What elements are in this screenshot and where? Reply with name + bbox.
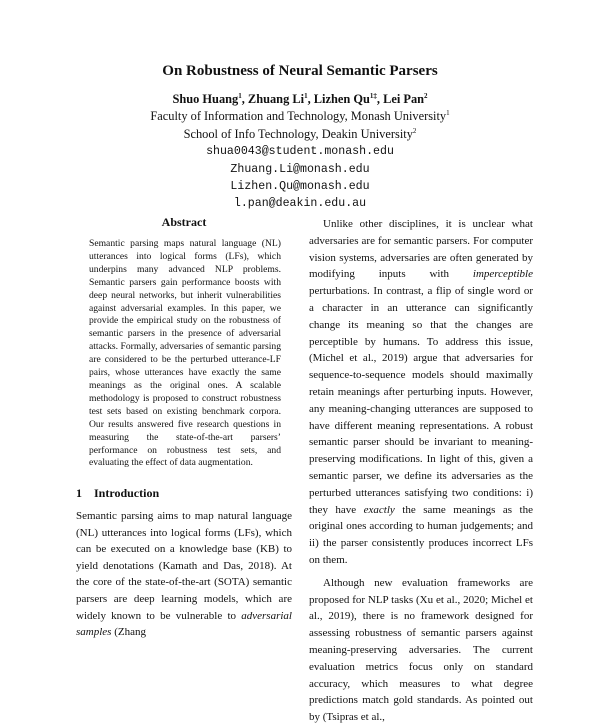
author-2: , Zhuang Li xyxy=(241,92,305,106)
author-names: Shuo Huang$^1$, Zhuang Li$^1$, Lizhen $Qu^{1\ddagger}$, Lei Pan$^2$ xyxy=(172,91,428,106)
paper-title: On Robustness of Neural Semantic Parsers xyxy=(162,63,438,79)
email-1: shua0043@student.monash.edu xyxy=(206,145,394,159)
author-4: , Lei Pan xyxy=(376,92,425,106)
right-column-text xyxy=(309,216,533,726)
affiliation-2: School of Info Technology, Deakin University$^2$ xyxy=(183,126,417,141)
author-block xyxy=(0,91,600,213)
email-3: Lizhen.Qu@monash.edu xyxy=(230,180,370,194)
affiliation-1: Faculty of Information and Technology, Monash University$^1$ xyxy=(150,109,450,124)
section-heading-introduction: 1 Introduction xyxy=(76,486,160,500)
abstract-text: Semantic parsing maps natural language (NL) utterances into logical forms (LFs), which underpins many advanced NLP problems. Semantic parsers gain performance boosts with deep neural networks, but inherit vulnerabilities against adversarial examples. In this paper, we provide the empirical study on the robustness of semantic parsers in the presence of adversarial attacks. Formally, adversaries of semantic parsing are considered to be the perturbed utterance-LF pairs, whose utterances have exactly the same meanings as the original ones. A scalable methodology is proposed to construct robustness test sets based on existing benchmark corpora. Our results answered five research questions in measuring the state-of-the-art parsers’ performance on robustness test sets, and evaluating the effect of data augmentation. xyxy=(89,238,281,469)
introduction-text: Semantic parsing aims to map natural language (NL) utterances into logical forms (LFs), which can be executed on a knowledge base (KB) to yield denotations (Kamath and Das, 2018). At the core of the state-of-the-art (SOTA) semantic parsers are deep learning models, which are widely known to be vulnerable to adversarial samples (Zhang xyxy=(76,510,292,639)
paragraph-evaluation: Although new evaluation frameworks are proposed for NLP tasks (Xu et al., 2020; Michel et al., 2019), there is no framework designed for assessing robustness of semantic parsers against meaning-preserving adversaries. The current evaluation metrics focus only on standard accuracy, which measures to what degree predictions match gold standards. As pointed out by (Tsipras et al., xyxy=(309,576,533,724)
abstract-heading: Abstract xyxy=(161,215,207,229)
email-4: l.pan@deakin.edu.au xyxy=(233,197,367,211)
paragraph-adversaries: Unlike other disciplines, it is unclear what adversaries are for semantic parsers. For computer vision systems, adversaries are often generated by modifying inputs with imperceptible perturbations. In contrast, a flip of single word or a character in an utterance can significantly change its meaning so that the changes are perceptible by humans. To address this issue, (Michel et al., 2019) argue that adversaries for sequence-to-sequence models should maximally retain meanings after perturbing inputs. However, any meaning-changing utterances are supposed to have different meaning representations. A robust semantic parser should be invariant to meaning-preserving modifications. In light of this, given a semantic parser, we define its adversaries as the perturbed utterances satisfying two conditions: i) they have exactly the same meanings as the original ones according to human judgements; and ii) the parser consistently produces incorrect LFs on them. xyxy=(309,218,533,566)
email-2: Zhuang.Li@monash.edu xyxy=(230,162,370,176)
author-3: , Lizhen Qu xyxy=(307,92,370,106)
author-1: Shuo Huang xyxy=(172,92,239,106)
